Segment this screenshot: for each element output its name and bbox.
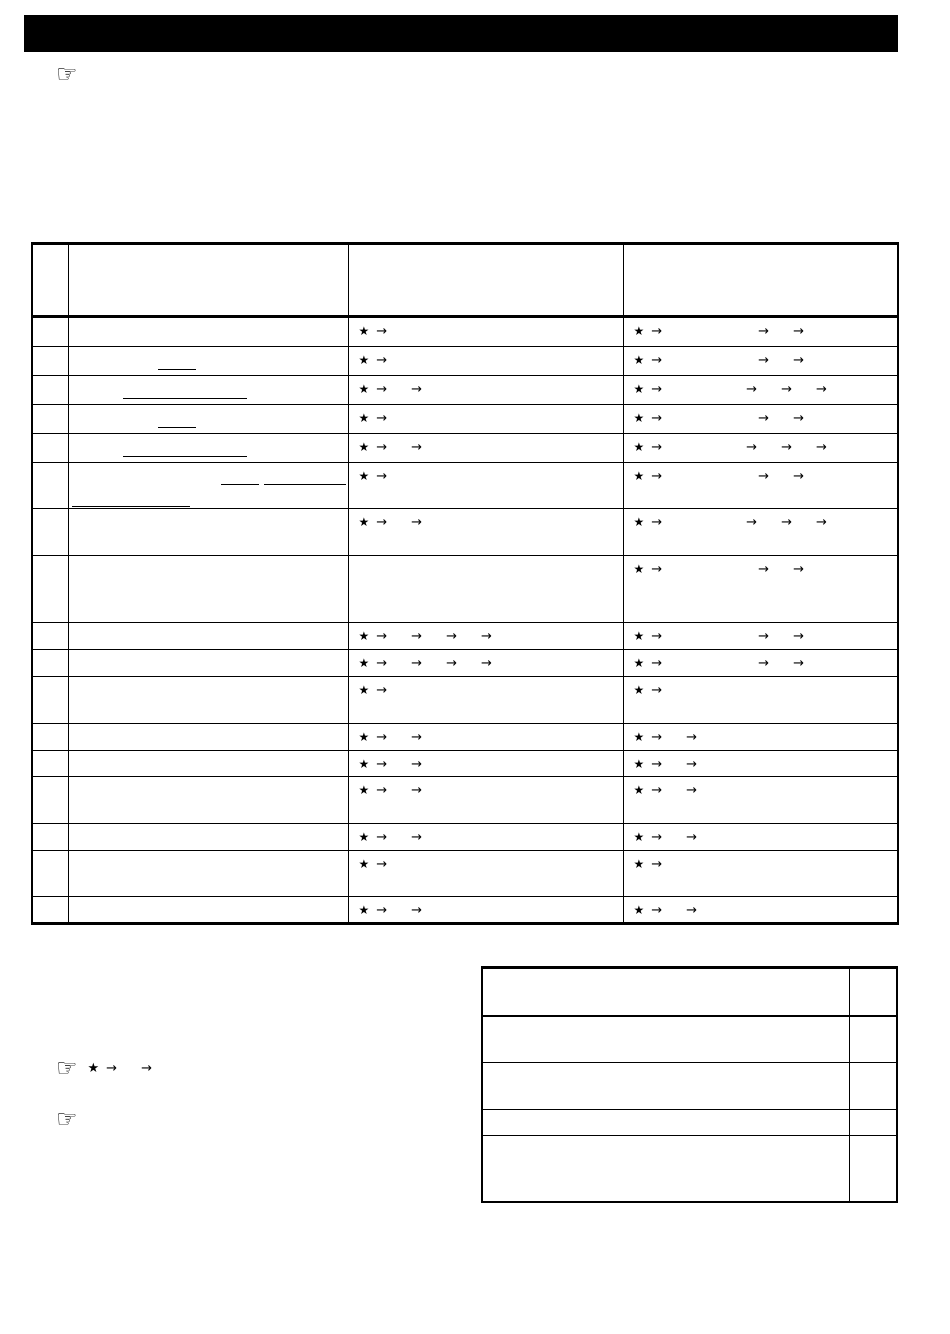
button-sequence <box>349 724 623 745</box>
row-name-cell <box>68 556 348 623</box>
arrow-right-icon: → <box>376 629 388 644</box>
arrow-right-icon: → <box>793 469 804 484</box>
row-number-cell <box>32 777 68 824</box>
row-number-cell <box>32 556 68 623</box>
arrow-right-icon: → <box>793 656 804 671</box>
star-icon: ★ <box>633 440 645 454</box>
sequence-a-cell <box>348 650 623 677</box>
star-icon: ★ <box>358 656 370 670</box>
arrow-right-icon: → <box>411 730 423 745</box>
arrow-right-icon: → <box>686 757 698 772</box>
row-name-cell <box>68 851 348 897</box>
row-name-cell <box>68 650 348 677</box>
arrow-right-icon: → <box>376 411 388 426</box>
arrow-right-icon: → <box>746 382 758 397</box>
row-number-cell <box>32 724 68 751</box>
arrow-right-icon: → <box>411 382 423 397</box>
arrow-right-icon: → <box>376 382 388 397</box>
button-sequence <box>349 751 623 772</box>
arrow-right-icon: → <box>376 830 388 845</box>
sequence-a-cell <box>348 851 623 897</box>
arrow-right-icon: → <box>411 440 423 455</box>
star-icon: ★ <box>358 903 370 917</box>
arrow-right-icon: → <box>793 411 804 426</box>
arrow-right-icon: → <box>651 830 663 845</box>
side-description-cell <box>482 1016 849 1063</box>
button-sequence <box>624 434 898 455</box>
arrow-right-icon: → <box>411 903 423 918</box>
row-number-cell <box>32 751 68 777</box>
row-number-cell <box>32 434 68 463</box>
button-sequence <box>624 897 898 918</box>
star-icon: ★ <box>633 324 645 338</box>
table-row <box>32 751 898 777</box>
arrow-right-icon: → <box>686 730 698 745</box>
arrow-right-icon: → <box>746 440 758 455</box>
star-icon: ★ <box>358 683 370 697</box>
star-icon: ★ <box>633 903 645 917</box>
sequence-b-cell <box>623 463 898 509</box>
button-sequence <box>624 405 898 426</box>
star-icon: ★ <box>633 656 645 670</box>
table-row <box>32 851 898 897</box>
button-sequence <box>349 897 623 918</box>
arrow-right-icon: → <box>651 857 663 872</box>
arrow-right-icon: → <box>376 683 388 698</box>
sequence-b-cell <box>623 317 898 347</box>
sequence-a-cell <box>348 623 623 650</box>
sequence-b-cell <box>623 434 898 463</box>
arrow-right-icon: → <box>815 515 827 530</box>
star-icon: ★ <box>358 757 370 771</box>
star-icon: ★ <box>358 411 370 425</box>
row-name-cell <box>68 824 348 851</box>
star-icon: ★ <box>358 629 370 643</box>
star-icon: ★ <box>633 353 645 367</box>
sequence-b-cell <box>623 376 898 405</box>
arrow-right-icon: → <box>651 353 663 368</box>
arrow-right-icon: → <box>376 324 388 339</box>
arrow-right-icon: → <box>758 411 770 426</box>
arrow-right-icon: → <box>781 382 792 397</box>
row-name-cell <box>68 724 348 751</box>
sequence-a-cell <box>348 463 623 509</box>
arrow-right-icon: → <box>411 629 423 644</box>
arrow-right-icon: → <box>651 903 663 918</box>
row-number-cell <box>32 623 68 650</box>
arrow-right-icon: → <box>376 857 388 872</box>
side-table <box>481 966 898 1203</box>
table-row <box>32 317 898 347</box>
table-row <box>32 677 898 724</box>
button-sequence <box>349 677 623 698</box>
arrow-right-icon: → <box>376 783 388 798</box>
table-row <box>32 347 898 376</box>
button-sequence <box>349 405 623 426</box>
button-sequence <box>349 777 623 798</box>
button-sequence <box>349 509 623 530</box>
row-name-cell <box>68 463 348 509</box>
underline-blank <box>123 456 247 457</box>
star-icon: ★ <box>633 683 645 697</box>
arrow-right-icon: → <box>651 440 663 455</box>
main-table <box>31 242 899 925</box>
sequence-a-cell <box>348 434 623 463</box>
page-header-bar <box>24 15 898 52</box>
header-number-cell <box>32 244 68 317</box>
sequence-b-cell <box>623 509 898 556</box>
table-row <box>32 897 898 924</box>
star-icon: ★ <box>358 857 370 871</box>
star-icon: ★ <box>633 515 645 529</box>
star-icon: ★ <box>358 830 370 844</box>
button-sequence <box>349 650 623 671</box>
side-description-cell <box>482 968 849 1016</box>
button-sequence <box>624 824 898 845</box>
table-row <box>32 777 898 824</box>
pointing-hand-icon: ☞ <box>56 1105 78 1133</box>
star-icon: ★ <box>633 857 645 871</box>
arrow-right-icon: → <box>781 515 792 530</box>
row-number-cell <box>32 509 68 556</box>
arrow-right-icon: → <box>376 353 388 368</box>
star-icon: ★ <box>633 629 645 643</box>
underline-blank <box>158 427 196 428</box>
row-name-cell <box>68 405 348 434</box>
main-table-header-row <box>32 244 898 317</box>
side-description-cell <box>482 1063 849 1110</box>
arrow-right-icon: → <box>411 656 423 671</box>
row-name-cell <box>68 623 348 650</box>
underline-blank <box>221 484 259 485</box>
button-sequence <box>349 318 623 339</box>
row-name-cell <box>68 751 348 777</box>
row-number-cell <box>32 463 68 509</box>
sequence-a-cell <box>348 824 623 851</box>
table-row <box>482 1063 897 1110</box>
star-icon: ★ <box>358 440 370 454</box>
header-name-cell <box>68 244 348 317</box>
row-number-cell <box>32 650 68 677</box>
underline-blank <box>264 484 346 485</box>
arrow-right-icon: → <box>651 382 663 397</box>
sequence-a-cell <box>348 347 623 376</box>
table-row <box>32 376 898 405</box>
table-row <box>482 1110 897 1136</box>
arrow-right-icon: → <box>376 469 388 484</box>
arrow-right-icon: → <box>106 1061 118 1076</box>
underline-blank <box>123 398 247 399</box>
button-sequence <box>349 623 623 644</box>
header-sequence-b-cell <box>623 244 898 317</box>
arrow-right-icon: → <box>651 730 663 745</box>
sequence-b-cell <box>623 347 898 376</box>
arrow-right-icon: → <box>411 757 423 772</box>
side-value-cell <box>849 1136 897 1202</box>
arrow-right-icon: → <box>758 629 770 644</box>
arrow-right-icon: → <box>793 353 804 368</box>
row-number-cell <box>32 824 68 851</box>
sequence-b-cell <box>623 824 898 851</box>
arrow-right-icon: → <box>758 324 770 339</box>
row-number-cell <box>32 851 68 897</box>
sequence-b-cell <box>623 777 898 824</box>
side-value-cell <box>849 1016 897 1063</box>
arrow-right-icon: → <box>758 562 770 577</box>
sequence-a-cell <box>348 556 623 623</box>
arrow-right-icon: → <box>376 440 388 455</box>
button-sequence <box>624 376 898 397</box>
sequence-a-cell <box>348 724 623 751</box>
side-value-cell <box>849 968 897 1016</box>
button-sequence <box>624 724 898 745</box>
table-row <box>32 724 898 751</box>
arrow-right-icon: → <box>411 783 423 798</box>
star-icon: ★ <box>358 353 370 367</box>
button-sequence <box>624 851 898 872</box>
button-sequence <box>624 318 898 339</box>
sequence-b-cell <box>623 556 898 623</box>
button-sequence <box>624 509 898 530</box>
arrow-right-icon: → <box>376 757 388 772</box>
arrow-right-icon: → <box>376 515 388 530</box>
sequence-b-cell <box>623 677 898 724</box>
sequence-b-cell <box>623 724 898 751</box>
pointing-hand-icon: ☞ <box>56 1054 78 1082</box>
table-row <box>32 650 898 677</box>
star-icon: ★ <box>633 469 645 483</box>
star-icon: ★ <box>358 324 370 338</box>
side-value-cell <box>849 1063 897 1110</box>
sequence-a-cell <box>348 677 623 724</box>
star-icon: ★ <box>358 469 370 483</box>
arrow-right-icon: → <box>411 515 423 530</box>
arrow-right-icon: → <box>686 903 698 918</box>
side-description-cell <box>482 1110 849 1136</box>
side-table-header-row <box>482 968 897 1016</box>
row-number-cell <box>32 897 68 924</box>
arrow-right-icon: → <box>815 440 827 455</box>
row-name-cell <box>68 376 348 405</box>
sequence-a-cell <box>348 405 623 434</box>
sequence-a-cell <box>348 376 623 405</box>
row-number-cell <box>32 405 68 434</box>
underline-blank <box>72 506 190 507</box>
arrow-right-icon: → <box>793 324 804 339</box>
sequence-a-cell <box>348 777 623 824</box>
arrow-right-icon: → <box>651 656 663 671</box>
arrow-right-icon: → <box>793 562 804 577</box>
arrow-right-icon: → <box>746 515 758 530</box>
button-sequence <box>349 824 623 845</box>
note-with-sequence <box>56 1056 152 1080</box>
star-icon: ★ <box>633 730 645 744</box>
sequence-b-cell <box>623 751 898 777</box>
row-number-cell <box>32 376 68 405</box>
button-sequence <box>349 376 623 397</box>
star-icon: ★ <box>633 382 645 396</box>
arrow-right-icon: → <box>376 903 388 918</box>
arrow-right-icon: → <box>651 515 663 530</box>
arrow-right-icon: → <box>480 629 492 644</box>
table-row <box>32 434 898 463</box>
side-description-cell <box>482 1136 849 1202</box>
arrow-right-icon: → <box>758 353 770 368</box>
arrow-right-icon: → <box>651 683 663 698</box>
button-sequence <box>349 556 623 562</box>
arrow-right-icon: → <box>651 757 663 772</box>
button-sequence <box>624 677 898 698</box>
sequence-b-cell <box>623 851 898 897</box>
arrow-right-icon: → <box>376 730 388 745</box>
button-sequence <box>624 463 898 484</box>
row-name-cell <box>68 317 348 347</box>
arrow-right-icon: → <box>793 629 804 644</box>
arrow-right-icon: → <box>758 469 770 484</box>
arrow-right-icon: → <box>446 656 457 671</box>
row-number-cell <box>32 677 68 724</box>
arrow-right-icon: → <box>480 656 492 671</box>
button-sequence <box>349 463 623 484</box>
arrow-right-icon: → <box>758 656 770 671</box>
row-name-cell <box>68 777 348 824</box>
star-icon: ★ <box>358 730 370 744</box>
sequence-b-cell <box>623 650 898 677</box>
table-row <box>482 1016 897 1063</box>
row-number-cell <box>32 317 68 347</box>
star-icon: ★ <box>633 757 645 771</box>
button-sequence <box>624 347 898 368</box>
button-sequence <box>624 777 898 798</box>
button-sequence <box>624 623 898 644</box>
arrow-right-icon: → <box>141 1061 152 1076</box>
star-icon: ★ <box>633 411 645 425</box>
button-sequence <box>349 434 623 455</box>
pointing-hand-icon: ☞ <box>56 60 78 88</box>
button-sequence <box>349 851 623 872</box>
arrow-right-icon: → <box>686 830 698 845</box>
row-name-cell <box>68 677 348 724</box>
table-row <box>482 1136 897 1202</box>
arrow-right-icon: → <box>815 382 827 397</box>
arrow-right-icon: → <box>446 629 457 644</box>
table-row <box>32 556 898 623</box>
sequence-a-cell <box>348 751 623 777</box>
button-sequence <box>349 347 623 368</box>
side-value-cell <box>849 1110 897 1136</box>
sequence-b-cell <box>623 623 898 650</box>
button-sequence <box>624 556 898 577</box>
star-icon: ★ <box>633 562 645 576</box>
button-sequence <box>624 650 898 671</box>
table-row <box>32 824 898 851</box>
sequence-a-cell <box>348 509 623 556</box>
inline-sequence <box>88 1061 152 1076</box>
row-name-cell <box>68 509 348 556</box>
table-row <box>32 463 898 509</box>
button-sequence <box>624 751 898 772</box>
table-row <box>32 509 898 556</box>
sequence-a-cell <box>348 897 623 924</box>
table-row <box>32 405 898 434</box>
arrow-right-icon: → <box>781 440 792 455</box>
sequence-b-cell <box>623 897 898 924</box>
arrow-right-icon: → <box>651 411 663 426</box>
arrow-right-icon: → <box>651 629 663 644</box>
arrow-right-icon: → <box>686 783 698 798</box>
arrow-right-icon: → <box>651 783 663 798</box>
row-number-cell <box>32 347 68 376</box>
star-icon: ★ <box>358 783 370 797</box>
sequence-b-cell <box>623 405 898 434</box>
star-icon: ★ <box>633 783 645 797</box>
arrow-right-icon: → <box>651 562 663 577</box>
arrow-right-icon: → <box>651 324 663 339</box>
star-icon: ★ <box>358 382 370 396</box>
arrow-right-icon: → <box>411 830 423 845</box>
header-sequence-a-cell <box>348 244 623 317</box>
row-name-cell <box>68 434 348 463</box>
star-icon: ★ <box>358 515 370 529</box>
row-name-cell <box>68 897 348 924</box>
star-icon: ★ <box>633 830 645 844</box>
underline-blank <box>158 369 196 370</box>
arrow-right-icon: → <box>651 469 663 484</box>
row-name-cell <box>68 347 348 376</box>
sequence-a-cell <box>348 317 623 347</box>
star-icon: ★ <box>87 1061 100 1076</box>
arrow-right-icon: → <box>376 656 388 671</box>
table-row <box>32 623 898 650</box>
